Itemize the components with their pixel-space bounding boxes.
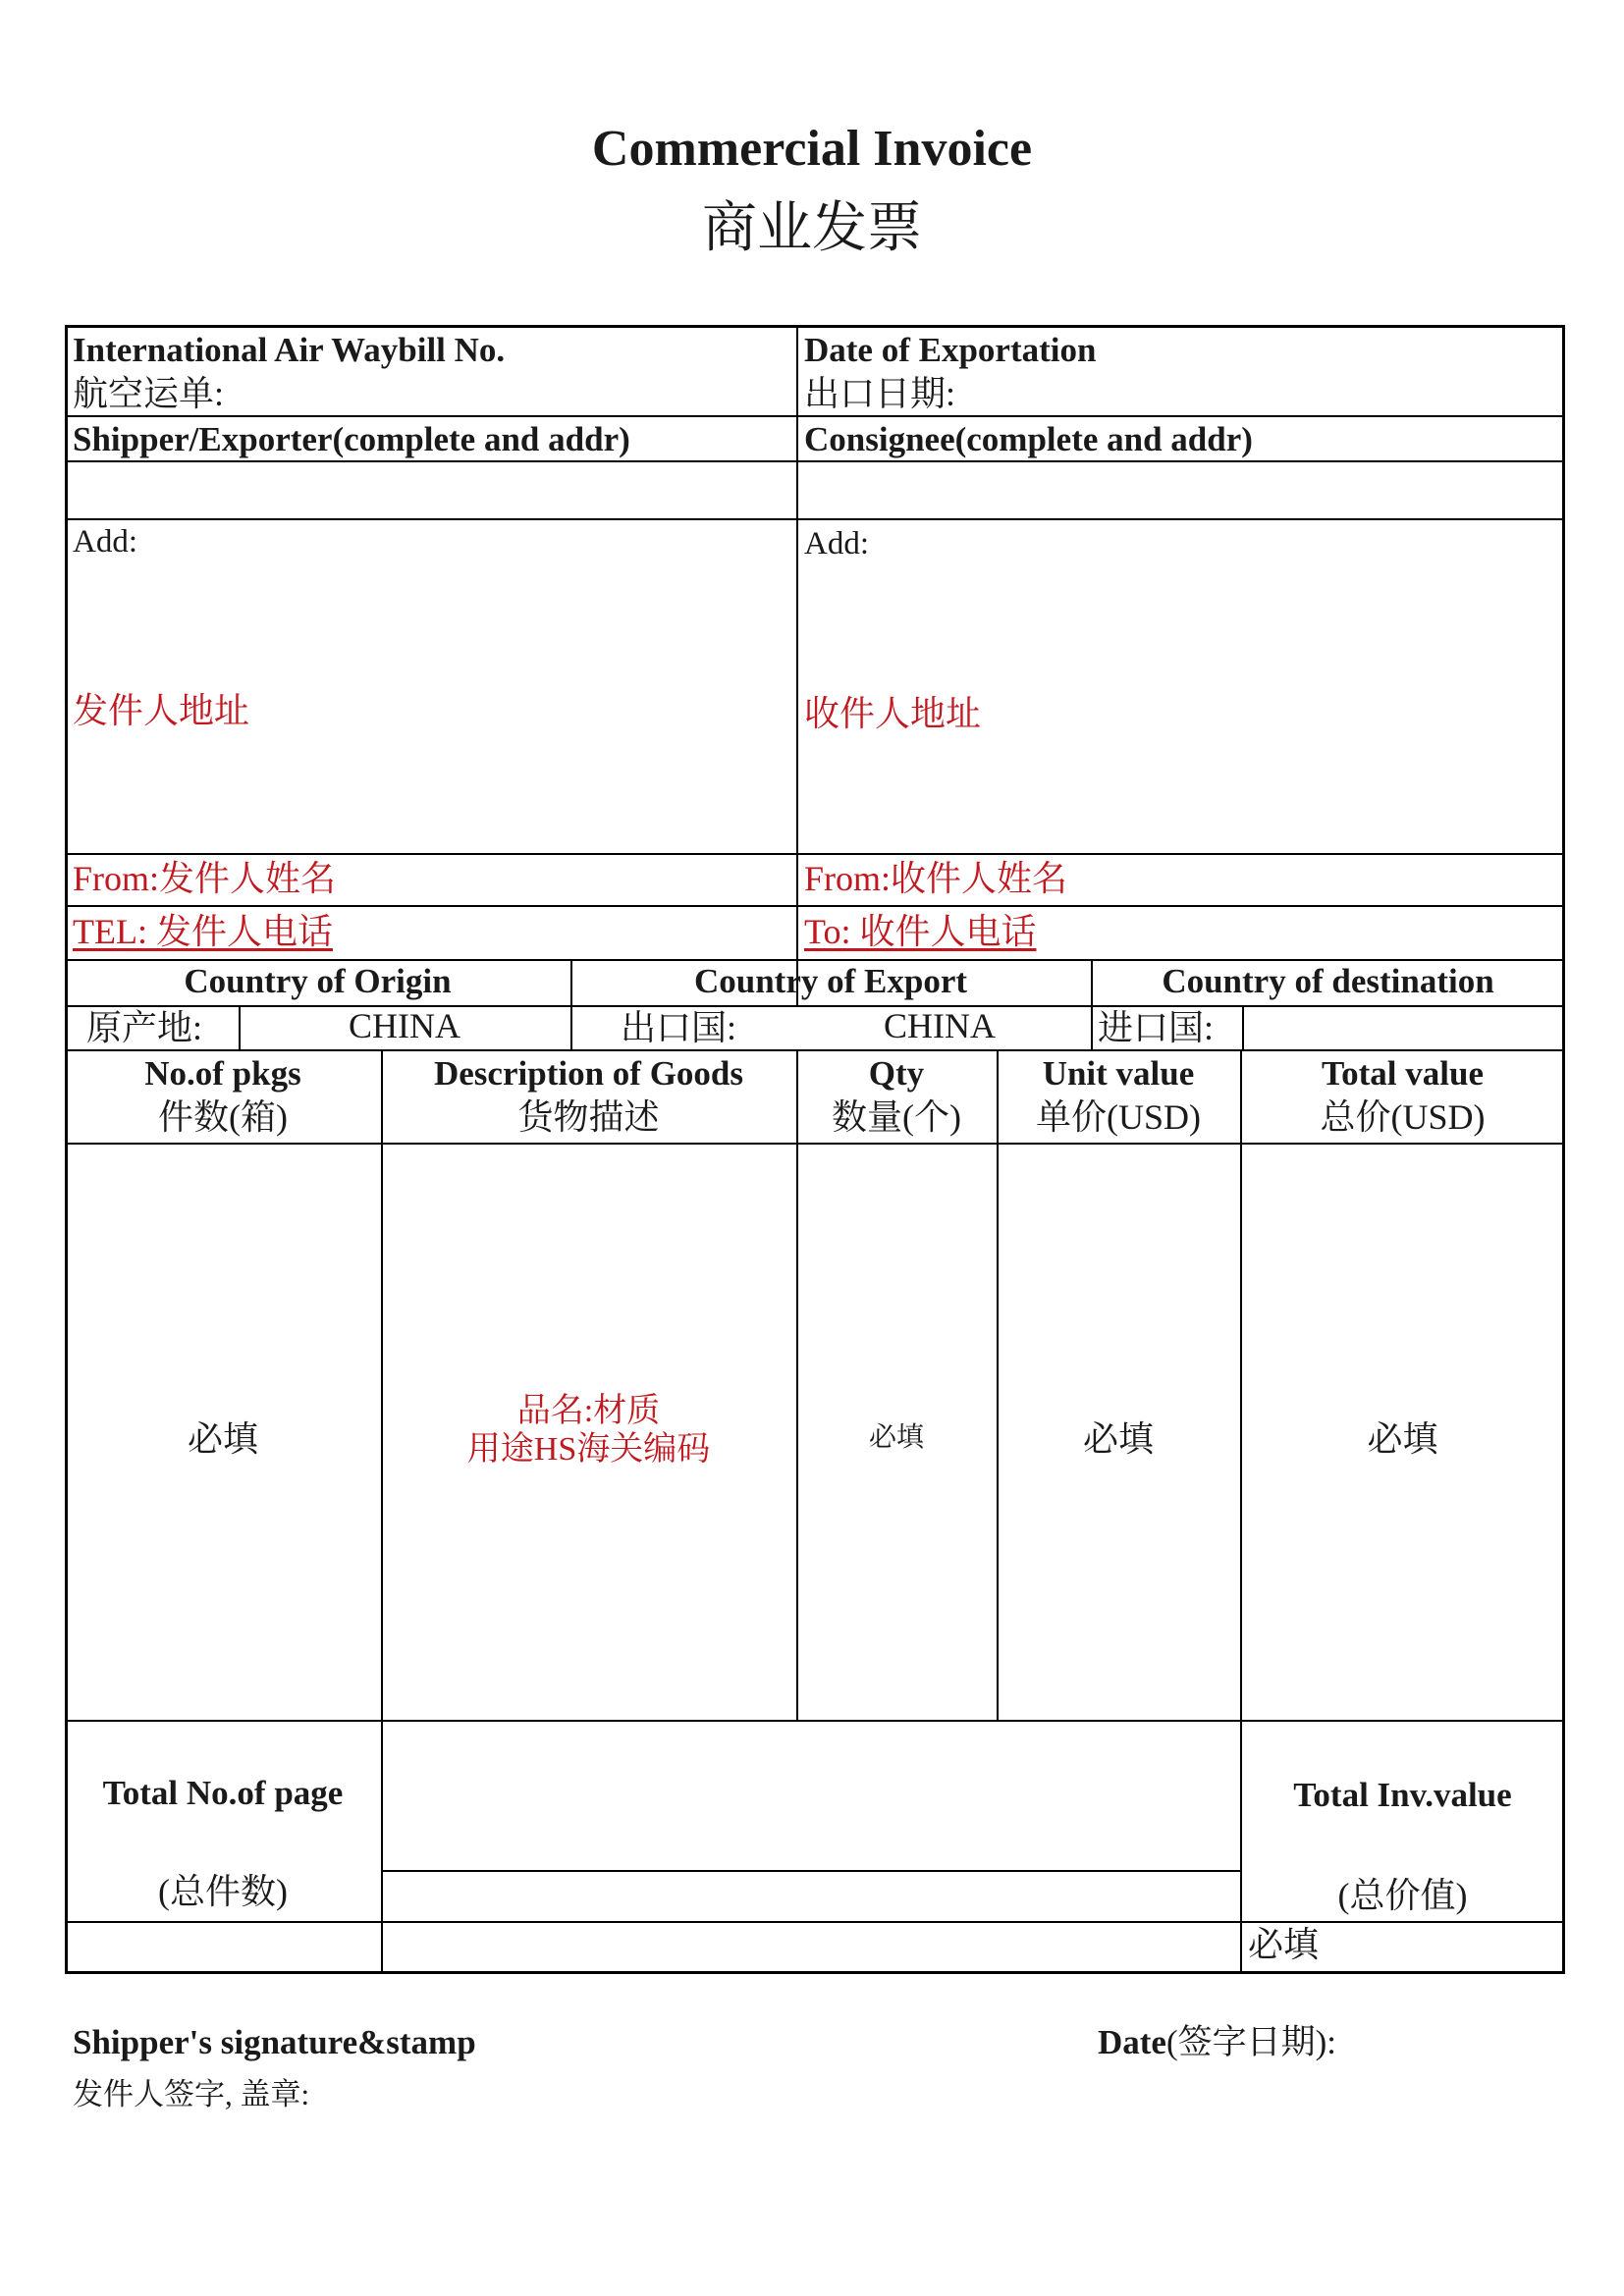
col-pkgs-en: No.of pkgs [144, 1054, 301, 1093]
total-pages-label: Total No.of page [102, 1774, 344, 1812]
export-date-label: Date of Exportation [804, 331, 1097, 369]
total-inv-label: Total Inv.value [1293, 1776, 1512, 1814]
waybill-label: International Air Waybill No. [73, 331, 506, 369]
rule-h-9 [65, 1143, 1565, 1145]
col-header-qty [796, 1052, 997, 1140]
destination-label-zh: 进口国: [1098, 1008, 1215, 1047]
origin-value: CHINA [349, 1006, 460, 1045]
shipper-header: Shipper/Exporter(complete and addr) [73, 420, 630, 458]
rule-v-goods-4 [1240, 1049, 1242, 1974]
consignee-header: Consignee(complete and addr) [804, 420, 1253, 458]
rule-h-12 [65, 1921, 1565, 1923]
col-header-desc [381, 1052, 796, 1140]
col-unit-zh: 单价(USD) [1036, 1096, 1201, 1137]
shipper-from-line: From:发件人姓名 [73, 859, 337, 898]
rule-v-goods-1 [381, 1049, 383, 1974]
col-pkgs-zh: 件数(箱) [158, 1096, 288, 1137]
rule-h-8 [65, 1049, 1565, 1051]
export-label-zh: 出口国: [621, 1008, 737, 1047]
total-inv-label-zh: (总价值) [1337, 1876, 1468, 1915]
document-title: Commercial Invoice [591, 121, 1033, 177]
export-header: Country of Export [693, 962, 968, 1000]
total-inv-value: 必填 [1248, 1925, 1320, 1964]
consignee-add-label: Add: [804, 526, 869, 561]
waybill-label-zh: 航空运单: [73, 374, 225, 413]
rule-h-4 [65, 853, 1565, 855]
signature-date-en: Date [1098, 2023, 1166, 2061]
consignee-address-hint: 收件人地址 [804, 694, 982, 733]
rule-h-11 [381, 1870, 1240, 1872]
shipper-tel-line: TEL: 发件人电话 [73, 912, 333, 951]
col-unit-en: Unit value [1042, 1054, 1195, 1093]
consignee-from-line: From:收件人姓名 [804, 859, 1068, 898]
col-header-total [1240, 1052, 1565, 1140]
desc-line-2: 用途HS海关编码 [466, 1431, 711, 1468]
rule-h-1 [65, 415, 1565, 417]
rule-h-10 [65, 1720, 1565, 1722]
origin-label-zh: 原产地: [86, 1008, 203, 1047]
col-qty-zh: 数量(个) [832, 1096, 961, 1137]
rule-v-dest [1242, 1005, 1244, 1049]
rule-h-6 [65, 959, 1565, 961]
rule-v-goods-2 [796, 1049, 798, 1720]
unit-cell: 必填 [1082, 1419, 1154, 1459]
export-value: CHINA [884, 1006, 996, 1045]
origin-header: Country of Origin [184, 962, 452, 1000]
qty-cell: 必填 [868, 1422, 924, 1453]
col-header-unit [997, 1052, 1240, 1140]
rule-h-5 [65, 905, 1565, 907]
shipper-address-hint: 发件人地址 [73, 691, 250, 730]
shipper-add-label: Add: [73, 524, 137, 560]
consignee-to-line: To: 收件人电话 [804, 912, 1037, 951]
pkgs-cell: 必填 [187, 1419, 258, 1459]
signature-date-zh: (签字日期): [1165, 2023, 1337, 2061]
desc-line-1: 品名:材质 [516, 1393, 661, 1429]
signature-label-zh: 发件人签字, 盖章: [73, 2077, 310, 2111]
desc-cell [381, 1392, 796, 1468]
col-qty-en: Qty [868, 1054, 925, 1093]
destination-header: Country of destination [1162, 962, 1494, 1000]
col-total-en: Total value [1322, 1054, 1484, 1093]
export-date-label-zh: 出口日期: [804, 374, 956, 413]
total-cell: 必填 [1367, 1419, 1438, 1459]
rule-v-goods-3 [997, 1049, 999, 1720]
rule-v-mid [796, 325, 798, 1005]
col-header-pkgs [65, 1052, 381, 1140]
col-desc-en: Description of Goods [434, 1054, 743, 1093]
total-pages-label-zh: (总件数) [158, 1872, 288, 1911]
document-title-zh: 商业发票 [702, 198, 922, 259]
col-total-zh: 总价(USD) [1320, 1096, 1486, 1137]
signature-label: Shipper's signature&stamp [73, 2023, 476, 2061]
invoice-form [65, 325, 1565, 1974]
rule-h-3 [65, 518, 1565, 520]
rule-h-2 [65, 460, 1565, 462]
signature-date [1098, 2024, 1336, 2062]
col-desc-zh: 货物描述 [517, 1096, 660, 1137]
